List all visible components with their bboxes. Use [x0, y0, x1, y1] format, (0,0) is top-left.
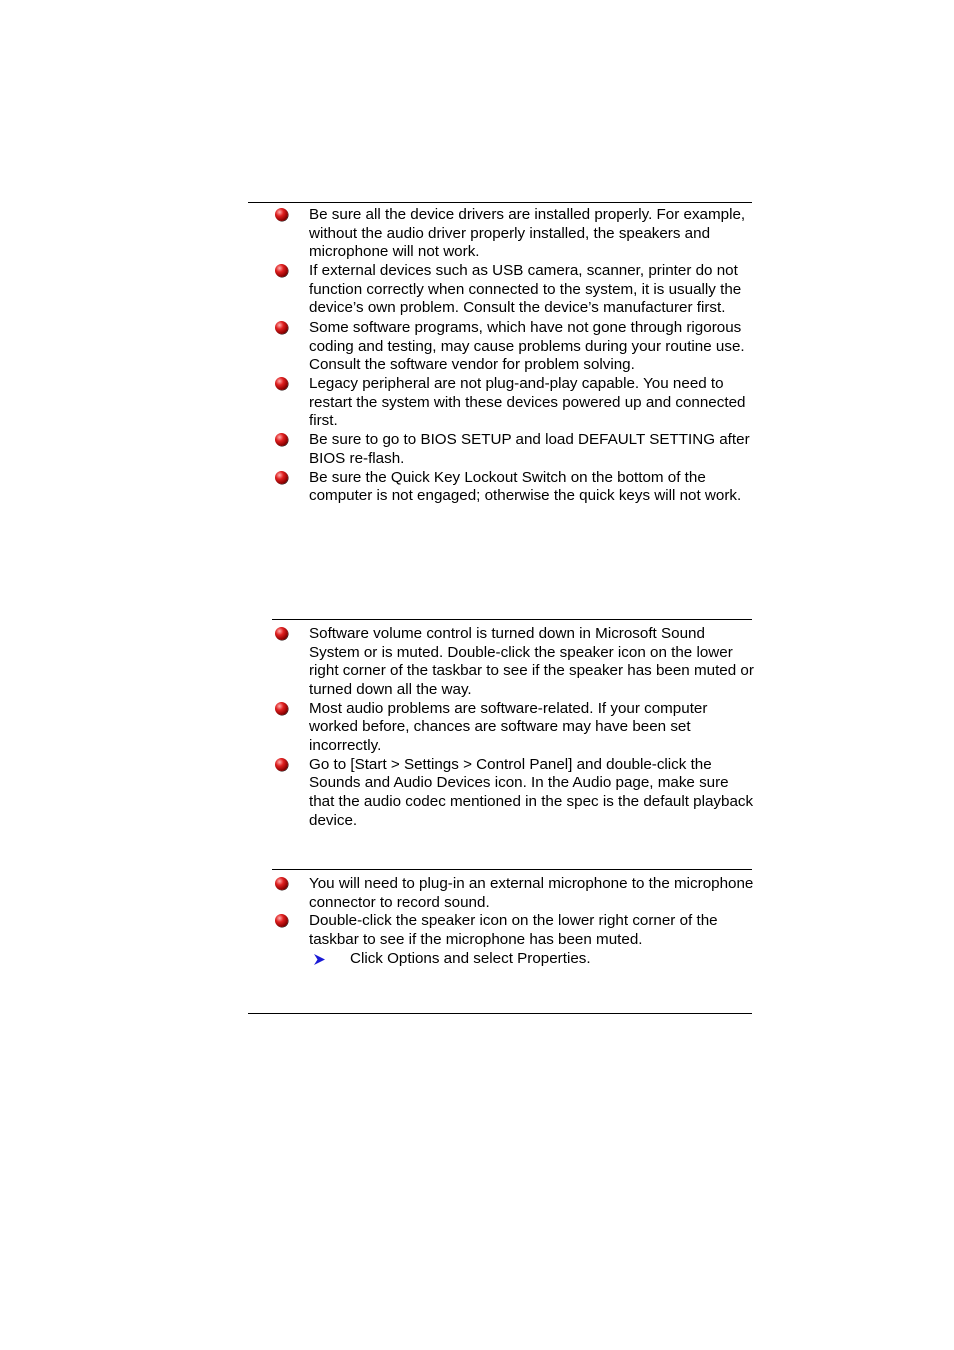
- audio-section-rule: [272, 619, 752, 620]
- list-item: [272, 206, 754, 262]
- list-item: [272, 319, 754, 375]
- arrow-bullet-icon: [313, 953, 326, 966]
- list-item-text: Legacy peripheral are not plug-and-play capable. You need to restart the system with these devices powered up and connected first.: [309, 375, 746, 430]
- red-sphere-bullet-icon: [275, 914, 288, 927]
- list-item-text: Software volume control is turned down in Microsoft Sound System or is muted. Double-click the speaker icon on the lower right corner of the taskbar to see if the speaker has been muted or turned down all the way.: [309, 625, 754, 698]
- red-sphere-bullet-icon: [275, 321, 288, 334]
- red-sphere-bullet-icon: [275, 377, 288, 390]
- microphone-tips-list: [272, 875, 754, 968]
- red-sphere-bullet-icon: [275, 208, 288, 221]
- general-tips-list: [272, 206, 754, 506]
- red-sphere-bullet-icon: [275, 627, 288, 640]
- red-sphere-bullet-icon: [275, 758, 288, 771]
- list-item: [272, 625, 754, 699]
- sub-list-item: [272, 950, 754, 969]
- list-item: [272, 912, 754, 949]
- bottom-rule: [248, 1013, 752, 1014]
- list-item-text: Be sure the Quick Key Lockout Switch on the bottom of the computer is not engaged; otherwise the quick keys will not work.: [309, 468, 742, 505]
- red-sphere-bullet-icon: [275, 877, 288, 890]
- list-item-text: If external devices such as USB camera, scanner, printer do not function correctly when connected to the system, it is usually the device’s own problem. Consult the device’s manufacturer first.: [309, 262, 742, 317]
- list-item-text: Double-click the speaker icon on the lower right corner of the taskbar to see if the microphone has been muted.: [309, 912, 718, 949]
- red-sphere-bullet-icon: [275, 433, 288, 446]
- list-item-text: You will need to plug-in an external microphone to the microphone connector to record sound.: [309, 875, 754, 911]
- list-item-text: Go to [Start > Settings > Control Panel] and double-click the Sounds and Audio Devices icon. In the Audio page, make sure that the audio codec mentioned in the spec is the default playback device.: [309, 755, 754, 829]
- list-item: [272, 262, 754, 318]
- list-item: [272, 756, 754, 830]
- list-item-text: Be sure to go to BIOS SETUP and load DEFAULT SETTING after BIOS re-flash.: [309, 431, 750, 467]
- list-item-text: Some software programs, which have not gone through rigorous coding and testing, may cause problems during your routine use. Consult the software vendor for problem solving.: [309, 319, 745, 374]
- top-rule: [248, 202, 752, 203]
- audio-tips-list: [272, 625, 754, 830]
- list-item: [272, 431, 754, 468]
- list-item: [272, 469, 754, 506]
- sub-list-item-text: Click Options and select Properties.: [350, 949, 591, 967]
- list-item: [272, 875, 754, 912]
- list-item-text: Be sure all the device drivers are installed properly. For example, without the audio driver properly installed, the speakers and microphone will not work.: [309, 206, 746, 261]
- list-item-text: Most audio problems are software-related. If your computer worked before, chances are software may have been set incorrectly.: [309, 699, 708, 754]
- red-sphere-bullet-icon: [275, 471, 288, 484]
- list-item: [272, 700, 754, 756]
- list-item: [272, 375, 754, 431]
- red-sphere-bullet-icon: [275, 702, 288, 715]
- microphone-section-rule: [272, 869, 752, 870]
- red-sphere-bullet-icon: [275, 264, 288, 277]
